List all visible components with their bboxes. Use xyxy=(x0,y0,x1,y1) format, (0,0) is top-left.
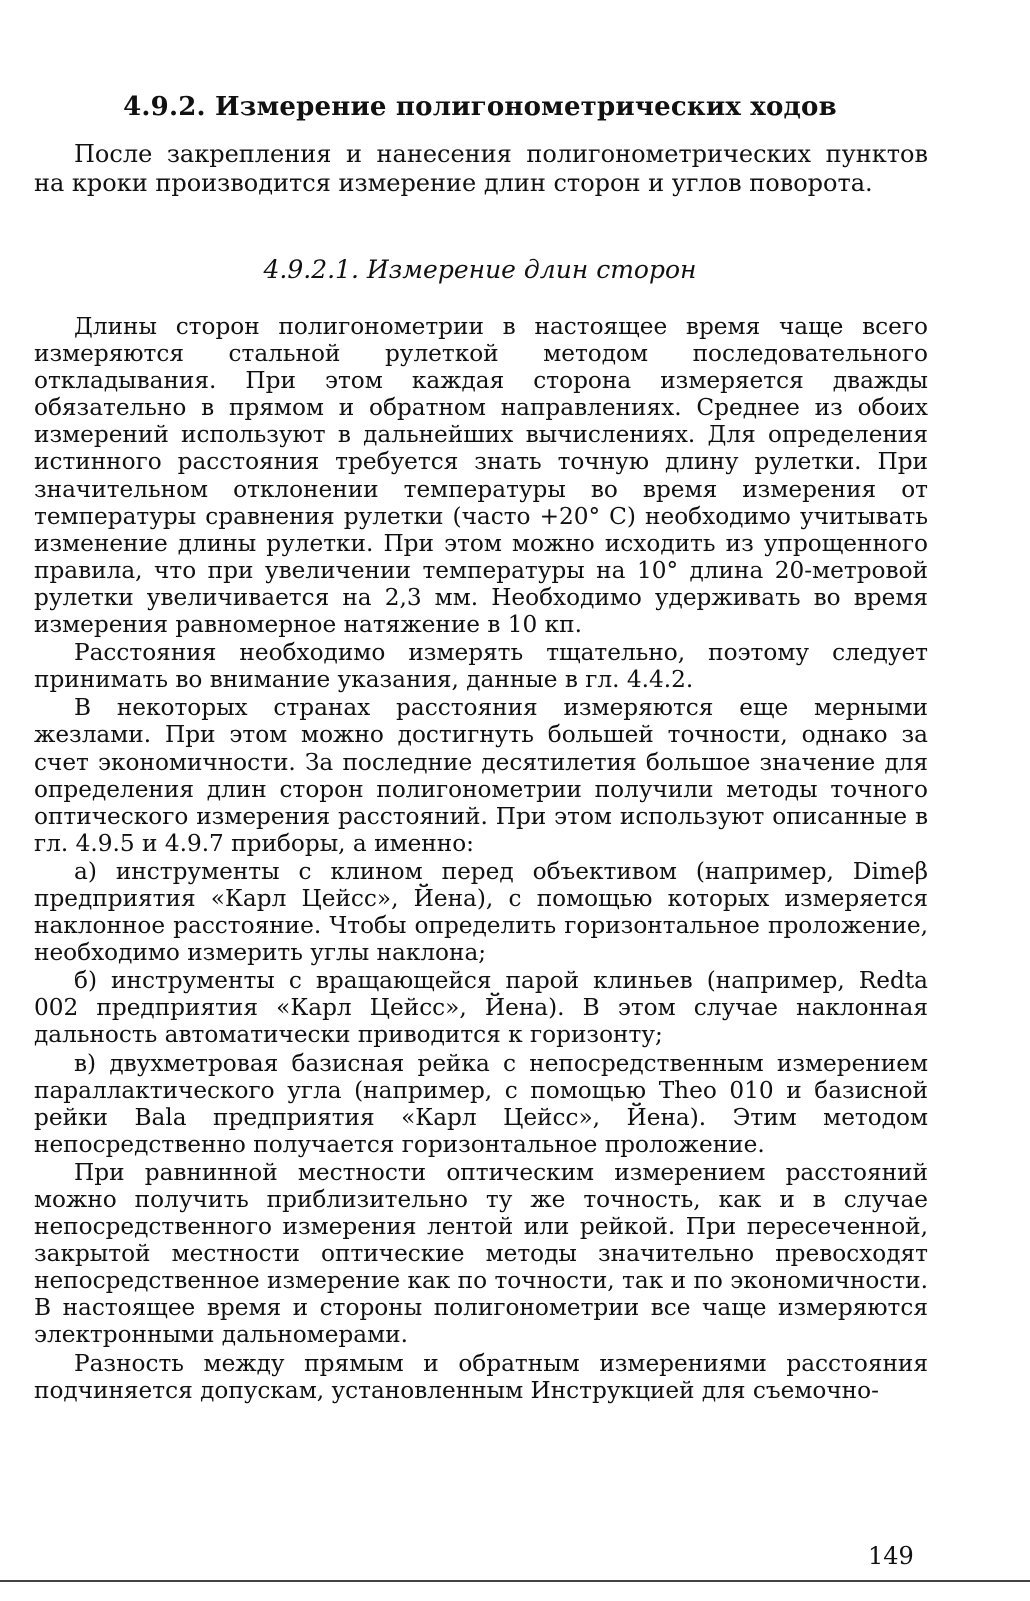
list-item-c: в) двухметровая базисная рейка с непосредственным измерением параллактического угла (например, с помощью Theo 010 и базисной рейки Bala предприятия «Карл Цейсс», Йена). Этим методом непосредственно получается горизонтальное проложение. xyxy=(34,1049,928,1158)
body-text xyxy=(34,313,928,1405)
subsection-heading: 4.9.2.1. Измерение длин сторон xyxy=(263,255,697,284)
paragraph-care-note: Расстояния необходимо измерять тщательно, поэтому следует принимать во внимание указания, данные в гл. 4.4.2. xyxy=(34,639,928,694)
intro-paragraph: После закрепления и нанесения полигонометрических пунктов на кроки производится измерение длин сторон и углов поворота. xyxy=(34,140,928,197)
list-item-b: б) инструменты с вращающейся парой клиньев (например, Redta 002 предприятия «Карл Цейсс», Йена). В этом случае наклонная дальность автоматически приводится к горизонту; xyxy=(34,967,928,1049)
paragraph-terrain-comparison: При равнинной местности оптическим измерением расстояний можно получить приблизительно ту же точность, как и в случае непосредственного измерения лентой или рейкой. При пересеченной, закрытой местности оптические методы значительно превосходят непосредственное измерение как по точности, так и по экономичности. В настоящее время и стороны полигонометрии все чаще измеряются электронными дальномерами. xyxy=(34,1158,928,1349)
section-heading: 4.9.2. Измерение полигонометрических ходов xyxy=(123,92,837,122)
list-item-a: а) инструменты с клином перед объективом (например, Dimeβ предприятия «Карл Цейсс», Йена), с помощью которых измеряется наклонное расстояние. Чтобы определить горизонтальное проложение, необходимо измерить углы наклона; xyxy=(34,857,928,967)
paragraph-tolerances: Разность между прямым и обратным измерениями расстояния подчиняется допускам, установленным Инструкцией для съемочно- xyxy=(34,1349,928,1404)
paragraph-optical-methods: В некоторых странах расстояния измеряются еще мерными жезлами. При этом можно достигнуть большей точности, однако за счет экономичности. За последние десятилетия большое значение для определения длин сторон полигонометрии получили методы точного оптического измерения расстояний. При этом используют описанные в гл. 4.9.5 и 4.9.7 приборы, а именно: xyxy=(34,694,928,857)
page-bottom-edge xyxy=(0,1580,1030,1582)
page-number: 149 xyxy=(868,1542,914,1570)
paragraph-tape-measurement: Длины сторон полигонометрии в настоящее время чаще всего измеряются стальной рулеткой методом последовательного откладывания. При этом каждая сторона измеряется дважды обязательно в прямом и обратном направлениях. Среднее из обоих измерений используют в дальнейших вычислениях. Для определения истинного расстояния требуется знать точную длину рулетки. При значительном отклонении температуры во время измерения от температуры сравнения рулетки (часто +20° С) необходимо учитывать изменение длины рулетки. При этом можно исходить из упрощенного правила, что при увеличении температуры на 10° длина 20-метровой рулетки увеличивается на 2,3 мм. Необходимо удерживать во время измерения равномерное натяжение в 10 кп. xyxy=(34,313,928,639)
